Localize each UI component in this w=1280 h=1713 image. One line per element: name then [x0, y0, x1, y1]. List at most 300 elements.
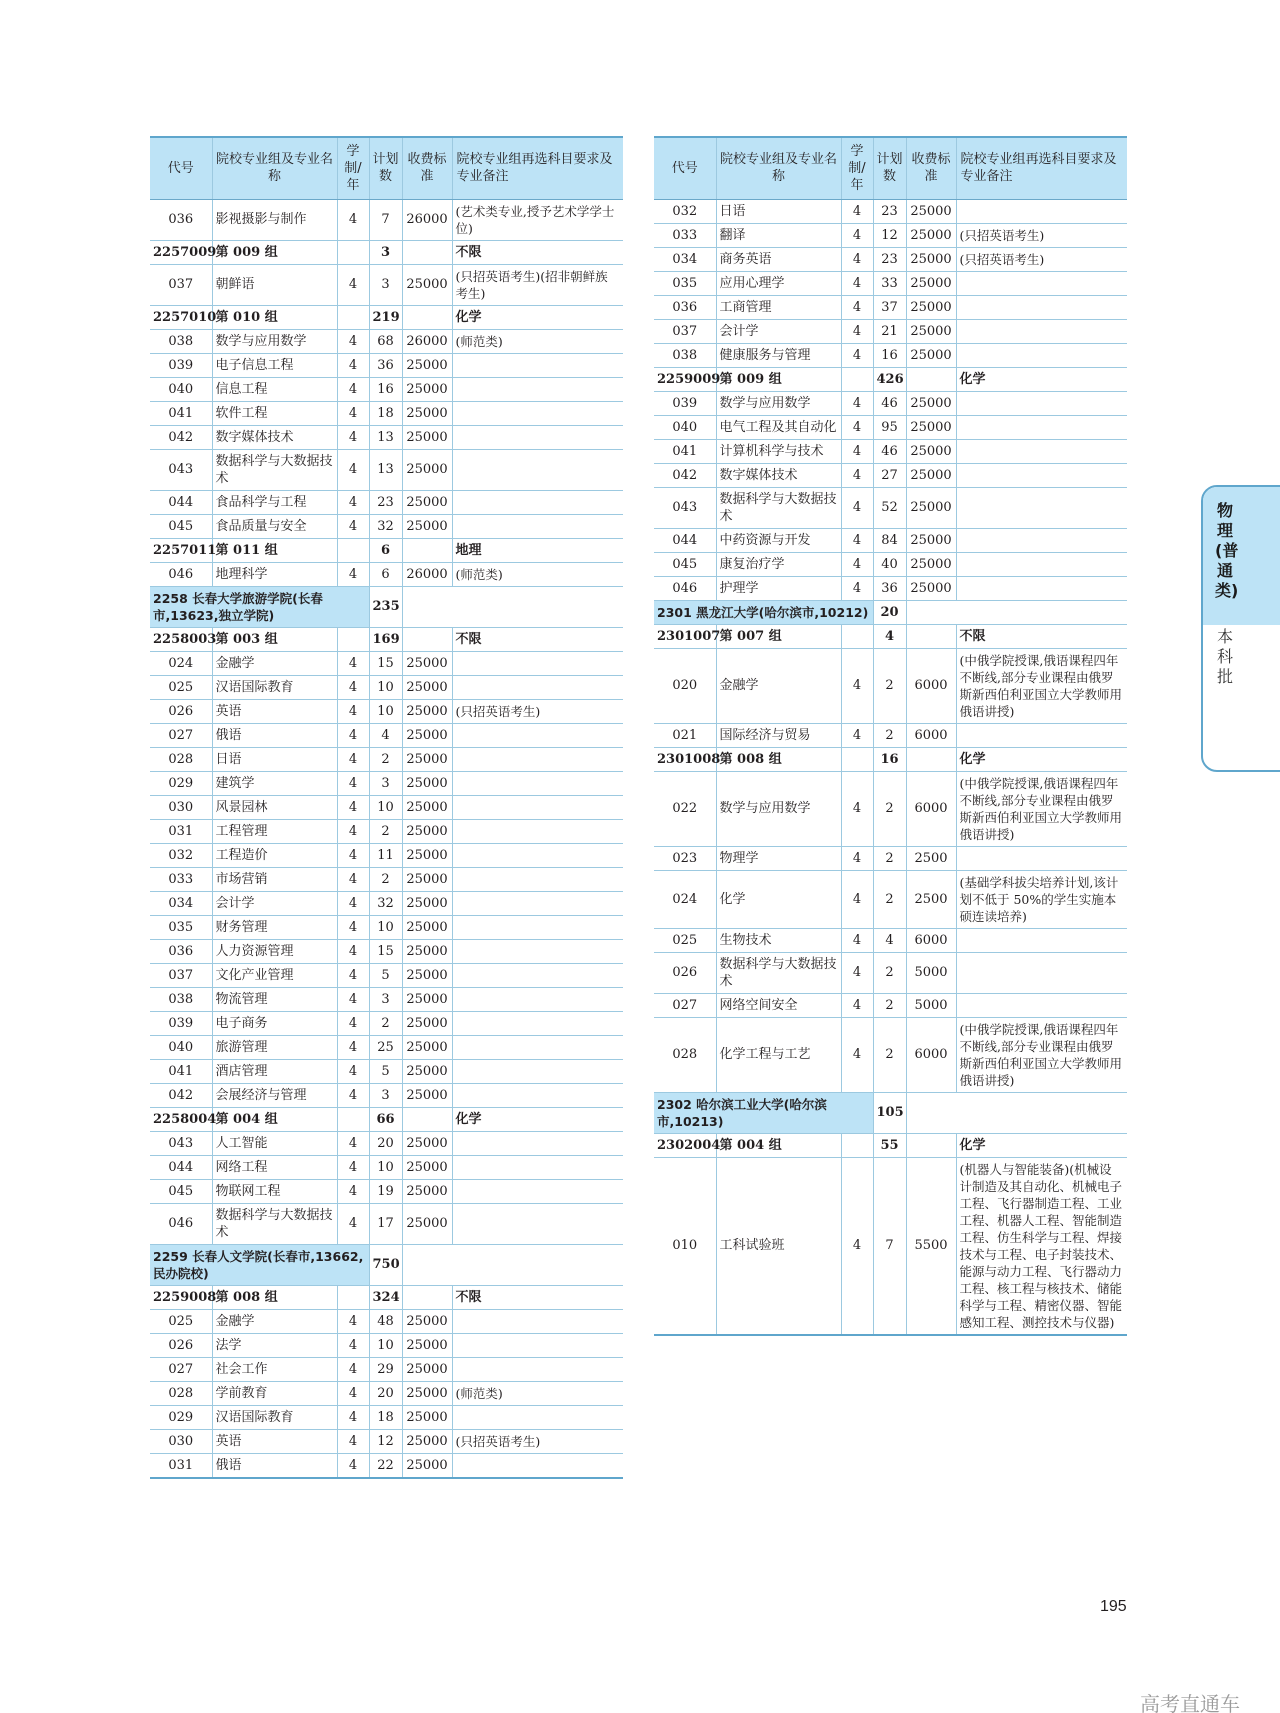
major-fee: 25000: [402, 1453, 452, 1478]
major-note: [956, 993, 1127, 1017]
major-plan: 23: [873, 247, 906, 271]
group-code: 2258004: [150, 1107, 212, 1131]
major-name: 生物技术: [716, 928, 841, 952]
major-fee: 25000: [402, 1083, 452, 1107]
major-name: 电子信息工程: [212, 353, 337, 377]
group-row: [150, 538, 623, 562]
university-name: 2258 长春大学旅游学院(长春市,13623,独立学院): [150, 586, 369, 627]
major-note: [452, 939, 623, 963]
major-name: 建筑学: [212, 771, 337, 795]
header-years: 学制/年: [841, 137, 873, 199]
empty-cell: [906, 747, 956, 771]
major-name: 商务英语: [716, 247, 841, 271]
empty-cell: [402, 1285, 452, 1309]
major-code: 046: [654, 576, 716, 600]
major-code: 038: [150, 987, 212, 1011]
major-years: 4: [337, 1357, 369, 1381]
major-plan: 23: [873, 199, 906, 223]
major-name: 信息工程: [212, 377, 337, 401]
major-years: 4: [841, 487, 873, 528]
major-plan: 2: [873, 952, 906, 993]
major-note: [452, 1179, 623, 1203]
major-fee: 25000: [402, 425, 452, 449]
major-fee: 25000: [906, 391, 956, 415]
major-fee: 25000: [402, 1035, 452, 1059]
major-code: 036: [654, 295, 716, 319]
table-row: [150, 449, 623, 490]
major-note: (机器人与智能装备)(机械设计制造及其自动化、机械电子工程、飞行器制造工程、工业工程、机器人工程、智能制造工程、仿生科学与工程、焊接技术与工程、电子封装技术、能源与动力工程、飞行器动力工程、核工程与核技术、储能科学与工程、精密仪器、智能感知工程、测控技术与仪器): [956, 1157, 1127, 1335]
major-plan: 19: [369, 1179, 402, 1203]
major-fee: 25000: [402, 843, 452, 867]
group-subject-requirement: 地理: [452, 538, 623, 562]
university-plan: 235: [369, 586, 402, 627]
major-plan: 46: [873, 439, 906, 463]
major-note: [956, 199, 1127, 223]
major-fee: 25000: [402, 1131, 452, 1155]
major-note: (中俄学院授课,俄语课程四年不断线,部分专业课程由俄罗斯新西伯利亚国立大学教师用俄语讲授): [956, 648, 1127, 723]
university-name: 2301 黑龙江大学(哈尔滨市,10212): [654, 600, 873, 624]
table-row: [150, 377, 623, 401]
table-row: [654, 295, 1127, 319]
major-plan: 2: [873, 723, 906, 747]
major-name: 会计学: [716, 319, 841, 343]
table-row: [654, 648, 1127, 723]
major-name: 国际经济与贸易: [716, 723, 841, 747]
major-fee: 25000: [402, 963, 452, 987]
empty-cell: [402, 1244, 623, 1285]
table-row: [654, 1157, 1127, 1335]
major-name: 电气工程及其自动化: [716, 415, 841, 439]
group-subject-requirement: 不限: [452, 1285, 623, 1309]
group-name: 第 008 组: [212, 1285, 337, 1309]
major-fee: 25000: [402, 795, 452, 819]
major-note: [452, 1333, 623, 1357]
major-plan: 15: [369, 651, 402, 675]
major-note: [956, 439, 1127, 463]
major-fee: 25000: [402, 1405, 452, 1429]
major-years: 4: [337, 867, 369, 891]
major-plan: 4: [873, 928, 906, 952]
header-code: 代号: [654, 137, 716, 199]
table-row: [150, 1131, 623, 1155]
group-name: 第 009 组: [716, 367, 841, 391]
major-name: 软件工程: [212, 401, 337, 425]
major-plan: 10: [369, 915, 402, 939]
table-row: [150, 795, 623, 819]
major-years: 4: [337, 675, 369, 699]
major-plan: 7: [873, 1157, 906, 1335]
major-note: (师范类): [452, 1381, 623, 1405]
major-years: 4: [337, 1203, 369, 1244]
table-row: [150, 891, 623, 915]
major-name: 电子商务: [212, 1011, 337, 1035]
major-code: 022: [654, 771, 716, 846]
major-fee: 25000: [402, 1333, 452, 1357]
major-plan: 2: [873, 771, 906, 846]
major-plan: 48: [369, 1309, 402, 1333]
table-row: [654, 576, 1127, 600]
empty-cell: [906, 1133, 956, 1157]
major-code: 028: [150, 1381, 212, 1405]
major-years: 4: [841, 415, 873, 439]
table-row: [654, 391, 1127, 415]
major-years: 4: [841, 319, 873, 343]
major-years: 4: [337, 1035, 369, 1059]
major-plan: 22: [369, 1453, 402, 1478]
university-row: [150, 1244, 623, 1285]
major-code: 041: [654, 439, 716, 463]
major-plan: 10: [369, 699, 402, 723]
major-plan: 2: [873, 648, 906, 723]
major-years: 4: [841, 993, 873, 1017]
major-fee: 25000: [906, 271, 956, 295]
major-years: 4: [841, 723, 873, 747]
major-years: 4: [337, 490, 369, 514]
table-row: [654, 928, 1127, 952]
major-plan: 10: [369, 1333, 402, 1357]
major-plan: 20: [369, 1131, 402, 1155]
table-row: [150, 199, 623, 240]
table-row: [150, 915, 623, 939]
major-note: [956, 928, 1127, 952]
major-code: 032: [654, 199, 716, 223]
group-name: 第 009 组: [212, 240, 337, 264]
major-code: 040: [654, 415, 716, 439]
header-requirements: 院校专业组再选科目要求及专业备注: [956, 137, 1127, 199]
table-row: [654, 319, 1127, 343]
major-plan: 3: [369, 987, 402, 1011]
major-years: 4: [337, 1429, 369, 1453]
major-plan: 17: [369, 1203, 402, 1244]
major-plan: 52: [873, 487, 906, 528]
table-row: [150, 1011, 623, 1035]
major-note: [452, 1203, 623, 1244]
empty-cell: [841, 624, 873, 648]
major-fee: 25000: [402, 1155, 452, 1179]
table-row: [654, 463, 1127, 487]
group-code: 2257009: [150, 240, 212, 264]
major-name: 工程管理: [212, 819, 337, 843]
group-name: 第 004 组: [716, 1133, 841, 1157]
major-code: 027: [150, 1357, 212, 1381]
major-code: 032: [150, 843, 212, 867]
major-code: 034: [654, 247, 716, 271]
major-code: 021: [654, 723, 716, 747]
major-code: 026: [150, 699, 212, 723]
group-code: 2259009: [654, 367, 716, 391]
major-note: [452, 819, 623, 843]
table-row: [150, 723, 623, 747]
major-code: 025: [150, 1309, 212, 1333]
major-note: [452, 987, 623, 1011]
major-note: [452, 1131, 623, 1155]
major-name: 汉语国际教育: [212, 1405, 337, 1429]
admission-table-left: [150, 136, 623, 1479]
major-note: [956, 271, 1127, 295]
table-row: [150, 425, 623, 449]
major-years: 4: [337, 1059, 369, 1083]
major-code: 046: [150, 1203, 212, 1244]
major-plan: 11: [369, 843, 402, 867]
major-years: 4: [337, 449, 369, 490]
header-requirements: 院校专业组再选科目要求及专业备注: [452, 137, 623, 199]
table-row: [654, 223, 1127, 247]
major-years: 4: [337, 819, 369, 843]
watermark: 高考直通车: [1140, 1692, 1240, 1713]
major-plan: 2: [369, 867, 402, 891]
major-note: [452, 1405, 623, 1429]
major-code: 034: [150, 891, 212, 915]
major-fee: 25000: [402, 1179, 452, 1203]
major-name: 化学: [716, 870, 841, 928]
major-fee: 6000: [906, 928, 956, 952]
major-years: 4: [841, 271, 873, 295]
group-name: 第 010 组: [212, 305, 337, 329]
major-note: [956, 343, 1127, 367]
major-years: 4: [841, 223, 873, 247]
major-name: 俄语: [212, 1453, 337, 1478]
group-plan: 3: [369, 240, 402, 264]
major-years: 4: [337, 1381, 369, 1405]
major-name: 计算机科学与技术: [716, 439, 841, 463]
major-note: [452, 1453, 623, 1478]
header-name: 院校专业组及专业名称: [212, 137, 337, 199]
major-years: 4: [337, 1333, 369, 1357]
major-name: 酒店管理: [212, 1059, 337, 1083]
major-code: 040: [150, 377, 212, 401]
major-note: (只招英语考生): [956, 223, 1127, 247]
major-fee: 25000: [402, 264, 452, 305]
major-note: [452, 771, 623, 795]
empty-cell: [402, 240, 452, 264]
major-note: (中俄学院授课,俄语课程四年不断线,部分专业课程由俄罗斯新西伯利亚国立大学教师用俄语讲授): [956, 771, 1127, 846]
major-name: 法学: [212, 1333, 337, 1357]
header-plan: 计划数: [873, 137, 906, 199]
header-plan: 计划数: [369, 137, 402, 199]
major-note: [452, 723, 623, 747]
major-fee: 25000: [402, 699, 452, 723]
major-plan: 5: [369, 963, 402, 987]
major-years: 4: [841, 247, 873, 271]
major-fee: 25000: [402, 819, 452, 843]
group-plan: 324: [369, 1285, 402, 1309]
major-code: 027: [654, 993, 716, 1017]
group-row: [654, 1133, 1127, 1157]
major-fee: 25000: [402, 771, 452, 795]
table-row: [654, 247, 1127, 271]
major-name: 财务管理: [212, 915, 337, 939]
major-years: 4: [337, 425, 369, 449]
major-fee: 2500: [906, 846, 956, 870]
table-row: [150, 675, 623, 699]
major-name: 数据科学与大数据技术: [716, 952, 841, 993]
major-plan: 29: [369, 1357, 402, 1381]
major-name: 地理科学: [212, 562, 337, 586]
table-row: [654, 846, 1127, 870]
table-row: [654, 771, 1127, 846]
major-code: 039: [150, 1011, 212, 1035]
major-years: 4: [337, 723, 369, 747]
university-name: 2302 哈尔滨工业大学(哈尔滨市,10213): [654, 1092, 873, 1133]
major-name: 翻译: [716, 223, 841, 247]
major-note: [452, 843, 623, 867]
major-years: 4: [337, 771, 369, 795]
major-name: 学前教育: [212, 1381, 337, 1405]
major-note: [452, 425, 623, 449]
major-plan: 10: [369, 675, 402, 699]
major-name: 物联网工程: [212, 1179, 337, 1203]
major-code: 039: [654, 391, 716, 415]
major-name: 日语: [212, 747, 337, 771]
major-note: [956, 295, 1127, 319]
major-fee: 25000: [402, 1309, 452, 1333]
major-fee: 25000: [402, 867, 452, 891]
table-row: [150, 1429, 623, 1453]
major-years: 4: [337, 401, 369, 425]
header-fee: 收费标准: [402, 137, 452, 199]
table-row: [654, 952, 1127, 993]
table-row: [150, 1333, 623, 1357]
major-code: 010: [654, 1157, 716, 1335]
major-fee: 25000: [906, 247, 956, 271]
table-row: [654, 993, 1127, 1017]
major-plan: 2: [369, 747, 402, 771]
table-row: [150, 329, 623, 353]
major-years: 4: [841, 528, 873, 552]
major-years: 4: [337, 1131, 369, 1155]
major-plan: 4: [369, 723, 402, 747]
major-fee: 25000: [906, 295, 956, 319]
major-name: 朝鲜语: [212, 264, 337, 305]
major-note: [452, 747, 623, 771]
admission-table-right: [654, 136, 1127, 1336]
table-row: [150, 963, 623, 987]
major-plan: 36: [369, 353, 402, 377]
major-fee: 25000: [906, 415, 956, 439]
major-plan: 15: [369, 939, 402, 963]
empty-cell: [402, 1107, 452, 1131]
group-code: 2258003: [150, 627, 212, 651]
empty-cell: [906, 367, 956, 391]
major-fee: 25000: [906, 343, 956, 367]
group-name: 第 007 组: [716, 624, 841, 648]
major-plan: 2: [873, 1017, 906, 1092]
major-fee: 25000: [906, 463, 956, 487]
major-name: 食品科学与工程: [212, 490, 337, 514]
major-plan: 2: [369, 1011, 402, 1035]
major-plan: 12: [369, 1429, 402, 1453]
major-note: [956, 463, 1127, 487]
table-row: [654, 723, 1127, 747]
major-years: 4: [841, 576, 873, 600]
major-note: [452, 514, 623, 538]
major-years: 4: [337, 987, 369, 1011]
major-code: 031: [150, 819, 212, 843]
group-name: 第 008 组: [716, 747, 841, 771]
empty-cell: [906, 600, 1127, 624]
major-fee: 25000: [402, 1059, 452, 1083]
table-row: [150, 1453, 623, 1478]
table-row: [150, 819, 623, 843]
table-row: [150, 1405, 623, 1429]
major-fee: 25000: [402, 891, 452, 915]
table-row: [150, 1309, 623, 1333]
major-name: 旅游管理: [212, 1035, 337, 1059]
major-code: 036: [150, 939, 212, 963]
major-name: 金融学: [212, 1309, 337, 1333]
major-note: (基础学科拔尖培养计划,该计划不低于 50%的学生实施本硕连读培养): [956, 870, 1127, 928]
empty-cell: [402, 586, 623, 627]
major-code: 020: [654, 648, 716, 723]
major-plan: 32: [369, 514, 402, 538]
table-row: [150, 843, 623, 867]
major-plan: 25: [369, 1035, 402, 1059]
major-fee: 25000: [402, 377, 452, 401]
table-row: [654, 487, 1127, 528]
major-code: 045: [654, 552, 716, 576]
major-plan: 3: [369, 1083, 402, 1107]
table-row: [150, 1357, 623, 1381]
major-years: 4: [841, 771, 873, 846]
major-name: 影视摄影与制作: [212, 199, 337, 240]
major-fee: 5500: [906, 1157, 956, 1335]
major-note: [452, 401, 623, 425]
major-name: 人工智能: [212, 1131, 337, 1155]
major-note: (只招英语考生): [956, 247, 1127, 271]
major-code: 029: [150, 771, 212, 795]
major-fee: 25000: [402, 651, 452, 675]
major-note: [956, 415, 1127, 439]
major-note: (只招英语考生): [452, 699, 623, 723]
group-row: [654, 747, 1127, 771]
table-row: [654, 439, 1127, 463]
group-subject-requirement: 不限: [956, 624, 1127, 648]
major-code: 037: [150, 264, 212, 305]
empty-cell: [906, 624, 956, 648]
major-note: (艺术类专业,授予艺术学学士位): [452, 199, 623, 240]
major-fee: 25000: [402, 490, 452, 514]
major-note: [452, 867, 623, 891]
major-note: [956, 952, 1127, 993]
major-code: 038: [654, 343, 716, 367]
major-years: 4: [337, 514, 369, 538]
major-fee: 25000: [402, 1429, 452, 1453]
group-plan: 55: [873, 1133, 906, 1157]
major-years: 4: [337, 1453, 369, 1478]
major-code: 043: [654, 487, 716, 528]
major-years: 4: [841, 1017, 873, 1092]
major-code: 036: [150, 199, 212, 240]
table-row: [654, 528, 1127, 552]
empty-cell: [337, 305, 369, 329]
major-code: 030: [150, 795, 212, 819]
major-plan: 7: [369, 199, 402, 240]
major-plan: 6: [369, 562, 402, 586]
major-plan: 68: [369, 329, 402, 353]
major-years: 4: [337, 891, 369, 915]
major-code: 031: [150, 1453, 212, 1478]
major-years: 4: [337, 1405, 369, 1429]
header-code: 代号: [150, 137, 212, 199]
table-header-row: [150, 137, 623, 199]
major-fee: 6000: [906, 723, 956, 747]
major-years: 4: [337, 377, 369, 401]
major-plan: 20: [369, 1381, 402, 1405]
major-plan: 18: [369, 401, 402, 425]
table-row: [150, 867, 623, 891]
major-name: 化学工程与工艺: [716, 1017, 841, 1092]
major-plan: 12: [873, 223, 906, 247]
